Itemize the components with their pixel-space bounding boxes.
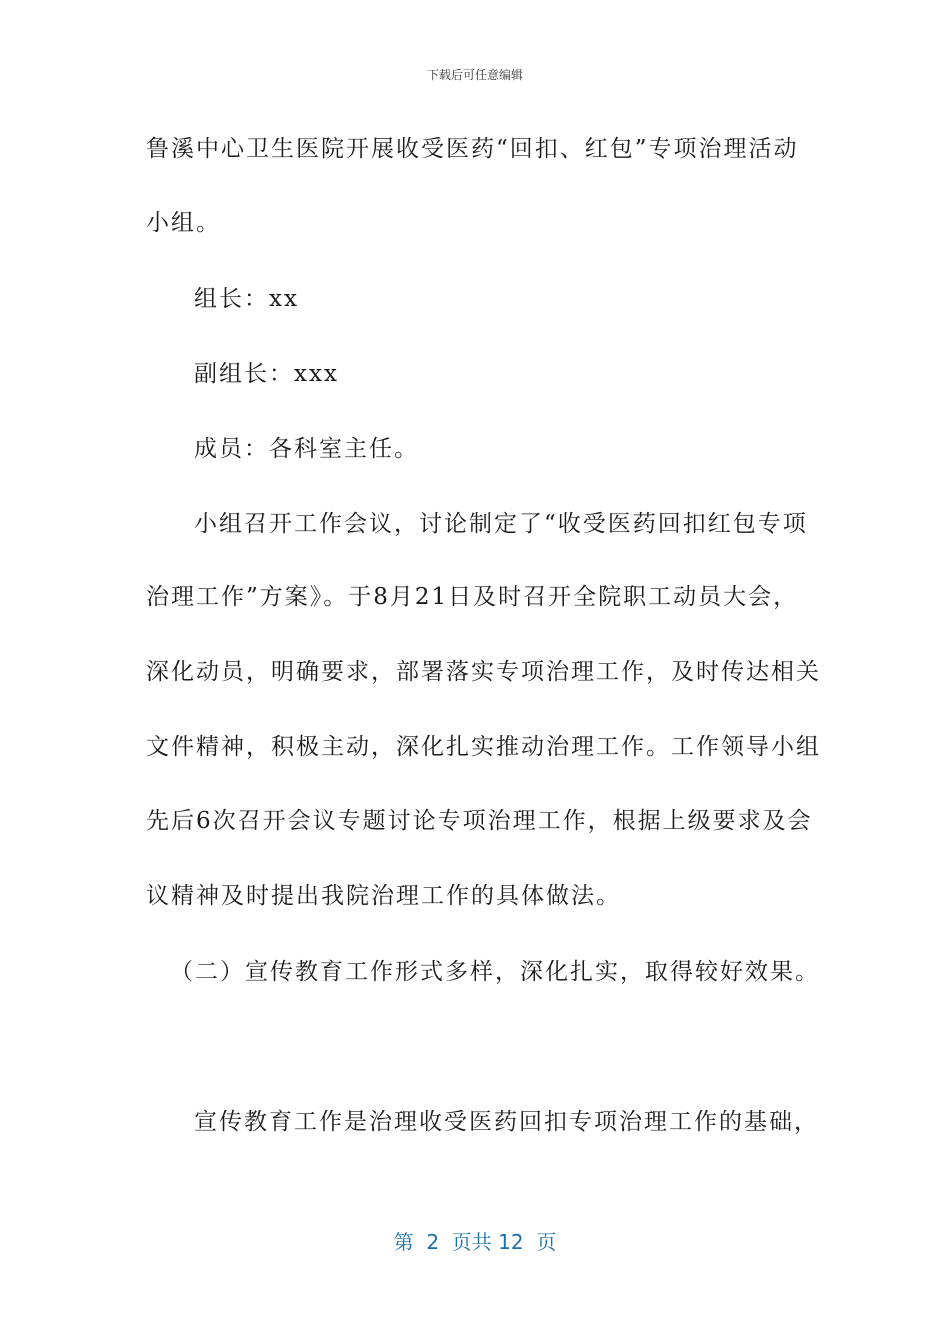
paragraph-line: 副组长：xxx <box>194 361 339 387</box>
header-note: 下载后可任意编辑 <box>426 68 523 82</box>
paragraph-line: 文件精神，积极主动，深化扎实推动治理工作。工作领导小组 <box>146 734 821 760</box>
paragraph-line: 先后6次召开会议专题讨论专项治理工作，根据上级要求及会 <box>146 808 813 834</box>
paragraph-line: 组长：xx <box>194 286 299 312</box>
paragraph-line: 宣传教育工作是治理收受医药回扣专项治理工作的基础， <box>194 1109 819 1135</box>
paragraph-line: 议精神及时提出我院治理工作的具体做法。 <box>146 883 621 909</box>
paragraph-line: 成员：各科室主任。 <box>194 436 419 462</box>
page-number: 第 2 页共 12 页 <box>393 1230 557 1254</box>
paragraph-line: 鲁溪中心卫生医院开展收受医药“回扣、红包”专项治理活动 <box>146 136 799 162</box>
paragraph-line: 小组。 <box>146 210 221 236</box>
section-heading: （二）宣传教育工作形式多样，深化扎实，取得较好效果。 <box>170 959 820 985</box>
paragraph-line: 治理工作”方案》。于8月21日及时召开全院职工动员大会， <box>146 584 799 610</box>
paragraph-line: 深化动员，明确要求，部署落实专项治理工作，及时传达相关 <box>146 659 821 685</box>
paragraph-line: 小组召开工作会议，讨论制定了“收受医药回扣红包专项 <box>194 511 808 537</box>
